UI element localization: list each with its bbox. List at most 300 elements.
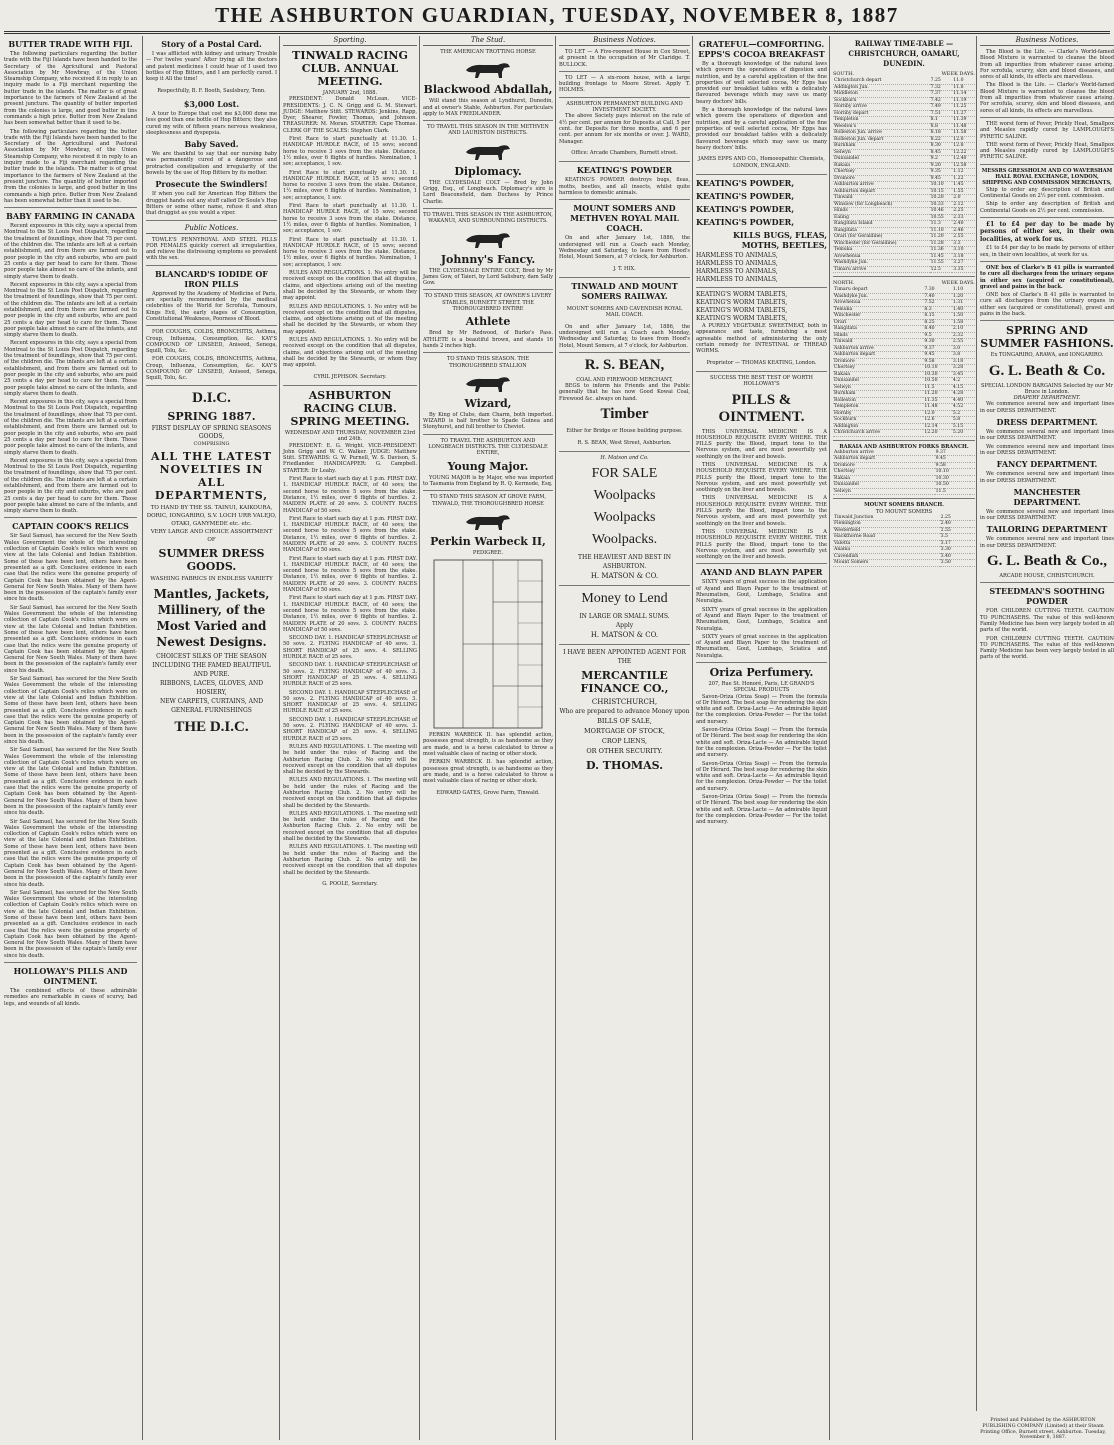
departure-time: 7.37 [930, 91, 953, 98]
article-body: Sir Saul Samuel, has secured for the New South Wales Government the whole of the interesting collection of Captain Cook's relics which were on view at the late Colonial and Indian Exhibition. Some of these have been lent, others have been presented as a gift. Conclusive evidence in each case that the relics were the genuine property of Captain Cook has been obtained by the Agent-General for New South Wales. Many of them have been in the possession of the captain's family ever since his death. [4, 889, 137, 959]
stud-body: THE CLYDESDALE COLT — Bred by John Grigg, Esq., of Longbeach. Diplomacy's sire is Lord Beaconsfield, dam Duchess by Prince Charlie. [423, 179, 553, 205]
departure-time: 5.8 [952, 417, 975, 424]
race-programme: SECOND DAY. 1. HANDICAP STEEPLECHASE of 50 sovs. 2. FLYING HANDICAP of 40 sovs. 3. SHORT HANDICAP of 25 sovs. 4. SELLING HURDLE RACE of 25 sovs. [283, 635, 417, 661]
race-rules: RULES AND REGULATIONS. 1. No entry will be received except on the condition that all disputes, claims, and objections arising out of the meeting shall be decided by the Stewards, or whom they may appoint. [283, 270, 417, 302]
stud-horse-name: Young Major. [447, 459, 529, 473]
advert-body: FOR COUGHS, COLDS, BRONCHITIS, Asthma, Croup, Influenza, Consumption, &c. KAY'S COMPOUND OF LINSEED, Aniseed, Senega, Squill, Tolu, &c. [146, 329, 277, 355]
race-rules: RULES AND REGULATIONS. 1. The meeting will be held under the rules of Racing and the Ashburton Racing Club. 2. No entry will be received except on the condition that all disputes shall be decided by the Stewards. [283, 810, 417, 843]
departure-time: 2.55 [952, 234, 975, 241]
keating-kills: KILLS BUGS, FLEAS, MOTHS, BEETLES, [732, 229, 827, 250]
advert-body: Savon-Oriza (Oriza Soap) — From the formula of Dr Hérard. The best soap for rendering the skin white and soft. Oriza-Lacte — An admirable liquid for the complexion. Oriza-Powder — For the toilet and nursery. [696, 794, 827, 826]
timetable-row [833, 266, 975, 273]
race-officials: PRESIDENT: Donald McLean. VICE-PRESIDENTS: J. C. N. Grigg and G. M. Stewart. JUDGE: Matthew Stitt. STEWARDS: Jenkins, Rapp, Dyer, Shearer, Fowler, Thomas, and Johnson. TREASURER: M. Moran. STARTER: Cape Thomas. CLERK OF THE SCALES: Stephen Clark. [283, 96, 417, 134]
signature: Proprietor — THOMAS KEATING, London. [706, 359, 817, 366]
departure-time: 11.14 [952, 91, 975, 98]
station-name: Hackthorne Road [833, 534, 940, 541]
departure-time: 9.45 [935, 456, 971, 463]
departure-time: 11.0 [952, 78, 975, 84]
notice-line: Apply [615, 622, 634, 630]
divider [146, 265, 277, 266]
timetable-north [833, 287, 975, 437]
advert-heading: MESSRS GRESSHOLM AND CO WAVERSHAM HALL ROYAL EXCHANGE, LONDON, SHIPPING AND COMMISSION MERCHANTS, [981, 167, 1113, 187]
station-name: Flemington [833, 521, 940, 528]
timetable-days: WEEK DAYS. [941, 71, 975, 77]
horse-engraving-icon [458, 510, 518, 532]
departure-time: 12.58 [952, 162, 975, 169]
station-name: Weedon's [833, 123, 930, 130]
fashions-heading: SPRING AND SUMMER FASHIONS. [980, 324, 1114, 351]
divider [696, 662, 827, 663]
divider [423, 434, 553, 435]
station-name: Burnham [833, 391, 923, 398]
harmless-line: HARMLESS TO ANIMALS, [696, 275, 778, 283]
dic-season: SPRING 1887. [167, 409, 256, 423]
departure-time: 10.50 [923, 378, 952, 385]
stud-intro: TO TRAVEL THIS SEASON IN THE ASHBURTON, WAKANUI, AND SURROUNDING DISTRICTS. [423, 211, 553, 225]
departure-time: 10.33 [930, 201, 953, 208]
departure-time: 3.8 [952, 352, 975, 359]
race-programme: First Race to start each day at 1 p.m. FIRST DAY. 1. HANDICAP HURDLE RACE, of 40 sovs; the second horse to receive 5 sovs from the stake. Distance, 1½ miles, over 6 flights of hurdles. 2. MAIDEN PLATE of 20 sovs. 3. COUNTY RACES HANDICAP of 50 sovs. [283, 595, 417, 633]
departure-time [970, 560, 975, 567]
departure-time: 1.50 [952, 313, 975, 320]
holloway-tagline: SUCCESS THE BEST TEST OF WORTH [710, 374, 813, 381]
station-name: Rolleston [833, 397, 923, 404]
advert-body: THIS UNIVERSAL MEDICINE IS A HOUSEHOLD REQUISITE EVERY WHERE. THE PILLS purify the Blood, impart tone to the Nervous system, and are most powerfully yet soothingly on the liver and bowels. [696, 528, 827, 561]
holloway-heading: PILLS & OINTMENT. [718, 391, 805, 425]
dic-line: COMPRISING [193, 440, 230, 447]
signature: EDWARD GATES, Grove Farm, Tinwald. [436, 789, 540, 796]
horse-engraving-icon [458, 372, 518, 394]
harmless-line: HARMLESS TO ANIMALS, [696, 259, 778, 267]
imprint: Printed and Published by the ASHBURTON PUBLISHING COMPANY (Limited) at their Steam Printing Office, Burnett street, Ashburton. Tuesday, November 8, 1887. [980, 1418, 1106, 1441]
dic-title: D.I.C. [192, 389, 231, 406]
dic-headline: Mantles, Jackets, Millinery, of the Most Varied and Newest Designs. [153, 586, 270, 649]
station-name: Addington [833, 423, 923, 430]
money-to-lend-heading: Money to Lend [581, 591, 668, 607]
harmless-line: HARMLESS TO ANIMALS, [696, 267, 778, 275]
station-name: Selwyn [833, 488, 935, 495]
departure-time: 1.22 [952, 175, 975, 182]
station-name: Rakaia [833, 162, 930, 169]
divider [980, 261, 1114, 262]
dic-line: TO HAND BY THE SS. TAINUI, KAIKOURA, DORIC, IONGARIRO, S.V. LOCH URR VALEJO, OTAKI, GANYMEDE etc. etc. [146, 504, 277, 527]
station-name: Christchurch depart [833, 78, 930, 84]
department-heading: MANCHESTER DEPARTMENT. [1013, 486, 1081, 507]
departure-time: 7.25 [930, 78, 953, 84]
divider [980, 164, 1114, 165]
departure-time: 5.15 [952, 423, 975, 430]
departure-time: 11.5 [923, 384, 952, 391]
column-3 [279, 36, 420, 1440]
signature: CYRIL JEPHSON. Secretary. [313, 373, 387, 380]
pedigree-chart-icon [433, 559, 543, 729]
departure-time: 9.58 [923, 358, 952, 365]
divider [146, 385, 277, 386]
departure-time: 12.5 [930, 266, 953, 273]
timetable-row [833, 488, 975, 495]
station-name: Hornby depart [833, 110, 930, 117]
station-name: Middleton [833, 91, 930, 98]
advert-body: Ship to order any description of British and Continental Goods on 2½ per cent. commission. [980, 201, 1114, 214]
divider [559, 451, 690, 452]
horse-engraving-icon [458, 58, 518, 80]
departure-time: 9.58 [935, 462, 971, 469]
departure-time: 2.55 [952, 339, 975, 346]
advert-body: Savon-Oriza (Oriza Soap) — From the formula of Dr Hérard. The best soap for rendering the skin white and soft. Oriza-Lacte — An admirable liquid for the complexion. Oriza-Powder — For the toilet and nursery. [696, 693, 827, 725]
notice-line: IN LARGE OR SMALL SUMS. [579, 613, 670, 621]
departure-time: 4.52 [952, 404, 975, 411]
worm-tablets-line: KEATING'S WORM TABLETS, [696, 290, 788, 298]
departure-time: 10.15 [930, 188, 953, 195]
advert-body: THE worst form of Fever, Prickly Heat, Smallpox and Measles rapidly cured by LAMPLOUGH'S PYRETIC SALINE. [980, 141, 1114, 161]
station-name: Hinds [833, 332, 923, 339]
race-rules: RULES AND REGULATIONS. 1. The meeting will be held under the rules of Racing and the Ashburton Racing Club. 2. No entry will be received except on the condition that all disputes shall be decided by the Stewards. [283, 777, 417, 809]
article-body: Recent exposures in this city, says a special from Montreal to the St Louis Post Dispatch, regarding the treatment of foundlings, show that 75 per cent. of the children die. The infants are left at a certain establishment, and from there are farmed out to poor people in the city and suburbs, who are paid 25 cents a day per head to care for them. Those poor people take almost no care of the infants, and simply starve them to death. [4, 457, 137, 515]
advert-body: THE worst form of Fever, Prickly Heat, Smallpox and Measles rapidly cured by LAMPLOUGH'S PYRETIC SALINE. [980, 120, 1114, 140]
advert-body: We commence several new and important lines in our DRESS DEPARTMENT. [980, 536, 1114, 549]
departure-time: 9.2 [930, 156, 953, 163]
security-line: BILLS OF SALE, [597, 717, 652, 726]
advert-body: The Blood is the Life. — Clarke's World-famed Blood Mixture is warranted to cleanse the blood from all impurities from whatever cause arising. For scrofula, scurvy, skin and blood diseases, and sores of all kinds, its effects are marvellous. [980, 49, 1114, 81]
station-name: Mount Somers [833, 560, 940, 567]
departure-time: 8.1 [930, 117, 953, 124]
divider [833, 498, 975, 499]
departure-time: 11.8 [952, 84, 975, 91]
advert-body: SIXTY years of great success in the application of Ayand and Blayn Paper to the treatment of Rheumatism, Gout, Lumbago, Sciatica and Neuralgia. [696, 633, 827, 659]
departure-time: 10.30 [923, 371, 952, 378]
security-line: MORTGAGE OF STOCK, [584, 727, 665, 736]
merchant-name: R. S. BEAN, [584, 356, 665, 373]
advert-body: SIXTY years of great success in the application of Ayand and Blayn Paper to the treatment of Rheumatism, Gout, Lumbago, Sciatica and Neuralgia. [696, 579, 827, 605]
stud-intro: THE AMERICAN TROTTING HORSE [440, 49, 536, 55]
agent-heading: H. Matson and Co. [600, 454, 649, 461]
station-name: Sockburn [833, 97, 930, 104]
timetable-direction: SOUTH. [833, 71, 855, 77]
advert-body: TOWLE'S PENNYROYAL AND STEEL PILLS FOR FEMALES quickly correct all irregularities, and relieve the distressing symptoms so prevalent with the sex. [146, 236, 277, 262]
divider [4, 207, 137, 208]
divider [833, 440, 975, 441]
masthead-title: THE ASHBURTON GUARDIAN, TUESDAY, NOVEMBER 8, 1887 [215, 3, 899, 27]
article-heading: Baby Saved. [184, 139, 239, 150]
article-heading: Prosecute the Swindlers! [155, 179, 268, 190]
departure-time: 3.3 [952, 240, 975, 247]
departure-time: 11.48 [952, 123, 975, 130]
notice-body: KEATING'S POWDER destroys bugs, fleas, moths, beetles, and all insects, whilst quite harmless to domestic animals. [559, 177, 690, 196]
departure-time: 8.3 [923, 306, 952, 313]
advert-heading: BLANCARD'S IODIDE OF IRON PILLS [155, 268, 268, 289]
station-name: Ashburton depart [833, 456, 935, 463]
station-name: Rangitata [833, 326, 923, 333]
departure-time: 1.20 [952, 293, 975, 300]
divider [146, 325, 277, 326]
departure-time: 2.40 [940, 521, 970, 528]
advert-heading: Oriza Perfumery. [709, 666, 814, 679]
timetable-rakaia [833, 450, 975, 496]
station-name: Winchester (for Geraldine) [833, 240, 930, 247]
station-name: Washdyke Jun. [833, 260, 930, 267]
column-5 [555, 36, 693, 1440]
departure-time: 8.40 [923, 326, 952, 333]
divider [559, 644, 690, 645]
station-name: Winslow (for Longbeach) [833, 201, 930, 208]
notice-body: Either for Bridge or House building purpose. [566, 428, 683, 435]
station-name: Sockburn [833, 417, 923, 424]
notice-body: BEGS to inform his Friends and the Public generally that he has now Good Kowai Coal, Firewood &c. always on hand. [559, 383, 690, 402]
departure-time: 8.22 [930, 136, 953, 143]
advert-line: Ex TONGARIRO, ARAWA, and IONGARIRO. [990, 352, 1104, 359]
agent-name: H. MATSON & CO. [590, 572, 659, 581]
pedigree-label: PEDIGREE. [472, 549, 504, 556]
divider [833, 276, 975, 277]
race-programme: First Race to start each day at 1 p.m. FIRST DAY. 1. HANDICAP HURDLE RACE, of 40 sovs; the second horse to receive 5 sovs from the stake. Distance, 1½ miles, over 6 flights of hurdles. 2. MAIDEN PLATE of 20 sovs. 3. COUNTY RACES HANDICAP of 50 sovs. [283, 476, 417, 514]
article-body: Sir Saul Samuel, has secured for the New South Wales Government the whole of the interesting collection of Captain Cook's relics which were on view at the late Colonial and Indian Exhibition. Some of these have been lent, others have been presented as a gift. Conclusive evidence in each case that the relics were the genuine property of Captain Cook has been obtained by the Agent-General for New South Wales. Many of them have been in the possession of the captain's family ever since his death. [4, 818, 137, 888]
advert-body: £1 to £4 per day to be made by persons of either sex, in their own localities, at work for us. [980, 245, 1114, 258]
harmless-line: HARMLESS TO ANIMALS, [696, 251, 778, 259]
article-heading: BUTTER TRADE WITH FIJI. [8, 39, 133, 49]
notice-body: MOUNT SOMERS AND CAVENDISH ROYAL MAIL COACH. [566, 306, 683, 319]
station-name: Winchester [833, 313, 923, 320]
notice-body: Office: Arcade Chambers, Burnett street. [571, 149, 678, 156]
stud-body: PERKIN WARBECK II. has splendid action, possesses great strength, is as handsome as they are made, and is a horse calculated to throw a most valuable class of racing or other stock. [423, 759, 553, 785]
holloway-brand: HOLLOWAY'S [743, 381, 780, 388]
departure-time: 4.2 [952, 378, 975, 385]
article-body: The following particulars regarding the butter trade with the Fiji Islands have been handed to the Secretary of the Agricultural and Pastoral Association by Mr Mowbray, of the Union Steamship Company, who received it in reply to an inquiry made to a Fiji merchant regarding the butter trade in the islands. The matter is of great importance to the farmers of New Zealand at the present juncture. The quantity of butter imported from the colonies is large, and good butter in tins commands a high price. Butter from New Zealand has been somewhat better than it used to be. [4, 128, 137, 204]
departure-time: 11.3 [930, 221, 953, 228]
departure-time: 3.30 [940, 547, 970, 554]
timetable-direction: NORTH. [833, 280, 855, 286]
timetable-row [833, 560, 975, 567]
advert-body: Savon-Oriza (Oriza Soap) — From the formula of Dr Hérard. The best soap for rendering the skin white and soft. Oriza-Lacte — An admirable liquid for the complexion. Oriza-Powder — For the toilet and nursery. [696, 760, 827, 792]
race-programme: SECOND DAY. 1. HANDICAP STEEPLECHASE of 50 sovs. 2. FLYING HANDICAP of 40 sovs. 3. SHORT HANDICAP of 25 sovs. 4. SELLING HURDLE RACE of 25 sovs. [283, 716, 417, 742]
divider [559, 161, 690, 162]
station-name: Rangitata [833, 227, 930, 234]
dic-line: WASHING FABRICS IN ENDLESS VARIETY [150, 575, 273, 582]
station-name: Arowhenua [833, 253, 930, 260]
stud-intro: TO STAND THIS SEASON. THE THOROUGHBRED STALLION [446, 356, 530, 369]
departure-time: 8.18 [930, 130, 953, 137]
race-officials: PRESIDENT: E. G. Wright. VICE-PRESIDENT: John Grigg and W. C. Walker. JUDGE: Matthew Stitt. STEWARDS: G. W. Purnell, W. S. Davison, S. Friedlander. HANDICAPPER: G. Campbell. STARTER: Dr Leahy. [283, 442, 417, 474]
stud-body: By King of Clubs, dam Charm, both imported. WIZARD is half brother to Spade Guinea and Stonyhurst, and full brother to Cheviot. [423, 411, 553, 431]
station-name: Chertsey [833, 169, 930, 176]
departure-time: 10.10 [923, 365, 952, 372]
advert-heading: STEEDMAN'S SOOTHING POWDER [989, 586, 1105, 607]
station-name: Selwyn [833, 384, 923, 391]
station-name: Ashburton arrive [833, 182, 930, 189]
departure-time: 1.12 [952, 169, 975, 176]
departure-time: 3.40 [940, 553, 970, 560]
security-line: CROP LIENS, [601, 737, 648, 746]
dic-line: CHOICEST SILKS OF THE SEASON INCLUDING THE FAMED BEAUTIFUL AND PURE. [152, 652, 271, 678]
advert-body: The Blood is the Life. — Clarke's World-famed Blood Mixture is warranted to cleanse the blood from all impurities from whatever cause arising. For scrofula, scurvy, skin and blood diseases, and sores of all kinds, its effects are marvellous. [980, 82, 1114, 114]
departure-time: 3.18 [952, 358, 975, 365]
divider [980, 582, 1114, 583]
section-heading: The Stud. [423, 36, 553, 46]
advert-body: We commence several new and important lines in our DRESS DEPARTMENT. [980, 401, 1114, 414]
notice-heading: MOUNT SOMERS AND METHVEN ROYAL MAIL COACH. [570, 203, 679, 234]
security-line: OR OTHER SECURITY. [586, 747, 663, 756]
column-8 [976, 36, 1114, 1411]
keating-line: KEATING'S POWDER, [696, 216, 795, 227]
station-name: Chertsey [833, 469, 935, 476]
station-name: Hornby [833, 410, 923, 417]
divider [980, 217, 1114, 218]
race-rules: RULES AND REGULATIONS. 1. No entry will be received except on the condition that all disputes, claims, and objections arising out of the meeting shall be decided by the Stewards, or whom they may appoint. [283, 303, 417, 335]
departure-time: 4.15 [952, 384, 975, 391]
departure-time: 11.55 [930, 260, 953, 267]
stud-horse-name: Perkin Warbeck II, [430, 534, 546, 548]
notice-body: TO LET — A Five-roomed House in Cox Street, at present in the occupation of Mr Claridge. T. BULLOCK. [559, 49, 690, 68]
station-name: Washdyke Jun. [833, 293, 923, 300]
station-name: Dromore [833, 358, 923, 365]
timetable-south [833, 78, 975, 273]
station-name: Arowhenua [833, 300, 923, 307]
station-name: Burnham [833, 143, 930, 150]
departure-time: 8.30 [930, 143, 953, 150]
departure-time: 11.20 [923, 391, 952, 398]
notice-heading: TINWALD AND MOUNT SOMERS RAILWAY. [571, 280, 678, 301]
stud-body: THE CLYDESDALE ENTIRE COLT, Bred by Mr James Gow, of Taieri, by Lord Salisbury, dam Sally Gow. [423, 267, 553, 287]
departure-time: 5.20 [952, 430, 975, 437]
departure-time: 9.20 [930, 162, 953, 169]
branch-heading: RAKAIA AND ASHBURTON FORKS BRANCH. [839, 443, 969, 450]
article-heading: CAPTAIN COOK'S RELICS [12, 521, 129, 532]
departure-time: 5.2 [952, 410, 975, 417]
divider [559, 585, 690, 586]
divider [146, 220, 277, 221]
departure-time: 11.45 [930, 253, 953, 260]
worm-tablets-line: KEATING'S WORM TABLETS, [696, 306, 788, 314]
article-body: We are thankful to say that our nursing baby was permanently cured of a dangerous and protracted constipation and irregularity of the bowels by the use of Hop Bitters by its mother. [146, 151, 277, 177]
departure-time: 11.19 [952, 97, 975, 104]
divider [559, 352, 690, 353]
signature: R. S. BEAN, West Street, Ashburton. [577, 439, 672, 446]
departure-time: 8.45 [930, 149, 953, 156]
article-body: I was afflicted with kidney and urinary Trouble — For twelve years! After trying all the doctors and patent medicines I could hear of I used two bottles of Hop Bitters, and I am perfectly cured. I keep it All the time! [146, 51, 277, 83]
departure-time: 7.30 [923, 287, 952, 293]
race-programme: SECOND DAY. 1. HANDICAP STEEPLECHASE of 50 sovs. 2. FLYING HANDICAP of 40 sovs. 3. SHORT HANDICAP of 25 sovs. 4. SELLING HURDLE RACE of 25 sovs. [283, 689, 417, 715]
departure-time: 10.10 [935, 469, 971, 476]
departure-time: 3.50 [940, 560, 970, 567]
station-name: Dromore [833, 175, 930, 182]
advert-body: SIXTY years of great success in the application of Ayand and Blayn Paper to the treatment of Rheumatism, Gout, Lumbago, Sciatica and Neuralgia. [696, 606, 827, 632]
departure-time: 12.8 [952, 143, 975, 150]
divider [423, 208, 553, 209]
notice-body: On and after January 1st, 1886, the undersigned will run a Coach each Monday, Wednesday and Saturday, to leave from Hood's Hotel, Mount Somers, at 7 o'clock, for Ashburton. [559, 323, 690, 349]
departure-time: 9.45 [923, 352, 952, 359]
race-date: JANUARY 2nd, 1888. [322, 90, 378, 96]
advert-heading: AYAND AND BLAYN PAPER [700, 567, 823, 578]
stud-body: YOUNG MAJOR is by Major, who was imported to Tasmania from England by R. Q. Kermode, Esq. [423, 474, 553, 487]
departure-time: 12.0 [952, 136, 975, 143]
departure-time: 3.35 [952, 266, 975, 273]
departure-time: 11.36 [930, 247, 953, 254]
keating-line: KEATING'S POWDER, [696, 177, 795, 188]
departure-time: 2.32 [952, 332, 975, 339]
station-name: Valetta [833, 540, 940, 547]
advert-body: By a thorough knowledge of the natural laws which govern the operations of digestion and nutrition, and by a careful application of the fine properties of well selected cocoa, Mr Epps has provided our breakfast tables with a delicately flavoured beverage which may save us many heavy doctors' bills. [696, 107, 827, 151]
advert-heading: GRATEFUL—COMFORTING. EPPS'S COCOA BREAKFAST [698, 39, 825, 59]
station-name: Cavendish [833, 553, 940, 560]
article-body: Recent exposures in this city, says a special from Montreal to the St Louis Post Dispatch, regarding the treatment of foundlings, show that 75 per cent. of the children die. The infants are left at a certain establishment, and from there are farmed out to poor people in the city and suburbs, who are paid 25 cents a day per head to care for them. Those poor people take almost no care of the infants, and simply starve them to death. [4, 281, 137, 339]
advert-subheading: 207, Rue St. Honoré, Paris, LE GRAND'S SPECIAL PRODUCTS [708, 681, 815, 694]
departure-time: 3.27 [952, 260, 975, 267]
departure-time: 7.40 [923, 293, 952, 300]
article-heading: $3,000 Lost. [183, 98, 240, 109]
departure-time: 9.37 [923, 345, 952, 352]
station-name: Orari (for Geraldine) [833, 234, 930, 241]
station-name: Ashburton arrive [833, 450, 935, 456]
departure-time: 8.25 [923, 319, 952, 326]
departure-time: 3.45 [952, 371, 975, 378]
departure-time: 11.25 [952, 104, 975, 111]
article-heading: Story of a Postal Card. [161, 39, 262, 49]
station-name: Selwyn [833, 149, 930, 156]
masthead-rule-lower [4, 33, 1110, 34]
advert-body: By a thorough knowledge of the natural laws which govern the operations of digestion and nutrition, and by a careful application of the fine properties of well selected cocoa, Mr Epps has provided our breakfast tables with a delicately flavoured beverage which may save us many heavy doctors' bills. [696, 61, 827, 105]
departure-time: 2.40 [952, 221, 975, 228]
section-heading: Business Notices. [559, 36, 690, 46]
departure-time: 11.28 [930, 240, 953, 247]
advert-body: We commence several new and important lines in our DRESS DEPARTMENT. [980, 429, 1114, 442]
race-meeting-title: ASHBURTON RACING CLUB. SPRING MEETING. [290, 388, 410, 428]
divider [980, 117, 1114, 118]
dic-line: RIBBONS, LACES, GLOVES, AND HOSIERY, [159, 679, 264, 696]
race-date: WEDNESDAY AND THURSDAY, NOVEMBER 23rd and 24th. [284, 429, 416, 443]
article-body: A tour to Europe that cost me $3,000 done me less good than one bottle of Hop Bitters; they also cured my wife of fifteen years nervous weakness, sleeplessness and dyspepsia. [146, 110, 277, 136]
worm-tablets-line: KEATING'S WORM TABLETS, [696, 314, 788, 322]
article-body: Recent exposures in this city, says a special from Montreal to the St Louis Post Dispatch, regarding the treatment of foundlings, show that 75 per cent. of the children die. The infants are left at a certain establishment, and from there are farmed out to poor people in the city and suburbs, who are paid 25 cents a day per head to care for them. Those poor people take almost no care of the infants, and simply starve them to death. [4, 340, 137, 397]
departure-time: 4.40 [952, 397, 975, 404]
station-name: Dunsandel [833, 378, 923, 385]
divider [423, 490, 553, 491]
advert-body: FOR COUGHS, COLDS, BRONCHITIS, Asthma, Croup, Influenza, Consumption, &c. KAY'S COMPOUND OF LINSEED, Aniseed, Senega, Squill, Tolu, &c. [146, 356, 277, 382]
departure-time: 10.55 [930, 214, 953, 221]
horse-engraving-icon [458, 228, 518, 250]
departure-time: 3.0 [952, 345, 975, 352]
department-heading: FANCY DEPARTMENT. [996, 459, 1098, 470]
departure-time: 1.10 [952, 287, 975, 293]
advert-body: Savon-Oriza (Oriza Soap) — From the formula of Dr Hérard. The best soap for rendering the skin white and soft. Oriza-Lacte — An admirable liquid for the complexion. Oriza-Powder — For the toilet and nursery. [696, 727, 827, 759]
dic-headline: SUMMER DRESS GOODS. [158, 546, 265, 573]
station-name: Ashburton depart [833, 352, 923, 359]
advert-body: £1 to £4 per day to be made by persons of either sex, in their own localities, at work for us. [980, 220, 1114, 243]
station-name: Hinds [833, 208, 930, 215]
station-name: Templeton [833, 404, 923, 411]
departure-time: 7.51 [930, 110, 953, 117]
stud-intro: TO STAND THIS SEASON, AT OWNER'S LIVERY STABLES, BURNETT STREET. THE THOROUGHBRED ENTIRE [424, 293, 552, 313]
article-body: If when you call for American Hop Bitters the druggist hands out any stuff called Dr Soule's Hop Bitters or some other name, refuse it and shun that druggist as you would a viper. [146, 191, 277, 217]
advert-body: Approved by the Academy of Medicine of Paris, are specially recommended by the medical celebrities of the World for Scrofula, Tumours, Kings Evil, the early stages of Consumption, Constitutional Weakness, Poorness of Blood. [146, 290, 277, 322]
column-2 [142, 36, 280, 1440]
stud-body: PERKIN WARBECK II. has splendid action, possesses great strength, is as handsome as they are made, and is a horse calculated to throw a most valuable class of racing or other stock. [423, 732, 553, 757]
station-name: Templeton [833, 117, 930, 124]
race-programme: First Race to start punctually at 11.30. 1. HANDICAP HURDLE RACE, of 15 sovs; second horse to receive 3 sovs from the stake. Distance, 1½ miles, over 6 flights of hurdles. Nomination, 1 sov; acceptance, 1 sov. [283, 136, 417, 168]
advert-line: ARCADE HOUSE, CHRISTCHURCH. [999, 573, 1095, 580]
advert-body: A PURELY VEGETABLE SWEETMEAT, both in appearance and taste, furnishing a most agreeable method of administering the only certain remedy for INTESTINAL or THREAD WORMS. [696, 322, 827, 355]
advert-body: FOR CHILDREN CUTTING TEETH. CAUTION TO PURCHASERS. The value of this well-known Family Medicine has been very largely tested in all parts of the world. [980, 635, 1114, 661]
advert-body: THIS UNIVERSAL MEDICINE IS A HOUSEHOLD REQUISITE EVERY WHERE. THE PILLS purify the Blood, impart tone to the Nervous system, and are most powerfully yet soothingly on the liver and bowels. [696, 495, 827, 527]
signature: Respectfully, B. F. Booth, Saulsbury, Tenn. [157, 87, 266, 94]
article-body: Sir Saul Samuel, has secured for the New South Wales Government the whole of the interesting collection of Captain Cook's relics which were on view at the late Colonial and Indian Exhibition. Some of these have been lent, others have been presented as a gift. Conclusive evidence in each case that the relics were the genuine property of Captain Cook has been obtained by the Agent-General for New South Wales. Many of them have been in the possession of the captain's family ever since his death. [4, 676, 137, 745]
signature: J. T. HIX. [613, 265, 636, 272]
station-name: Rakaia [833, 371, 923, 378]
departure-time: 11.5 [935, 488, 971, 495]
departure-time: 9.35 [930, 169, 953, 176]
station-name: Rolleston Jun. depart [833, 136, 930, 143]
departure-time: 1.40 [952, 306, 975, 313]
departure-time: 12.40 [952, 156, 975, 163]
station-name: Addington Jun. [833, 84, 930, 91]
